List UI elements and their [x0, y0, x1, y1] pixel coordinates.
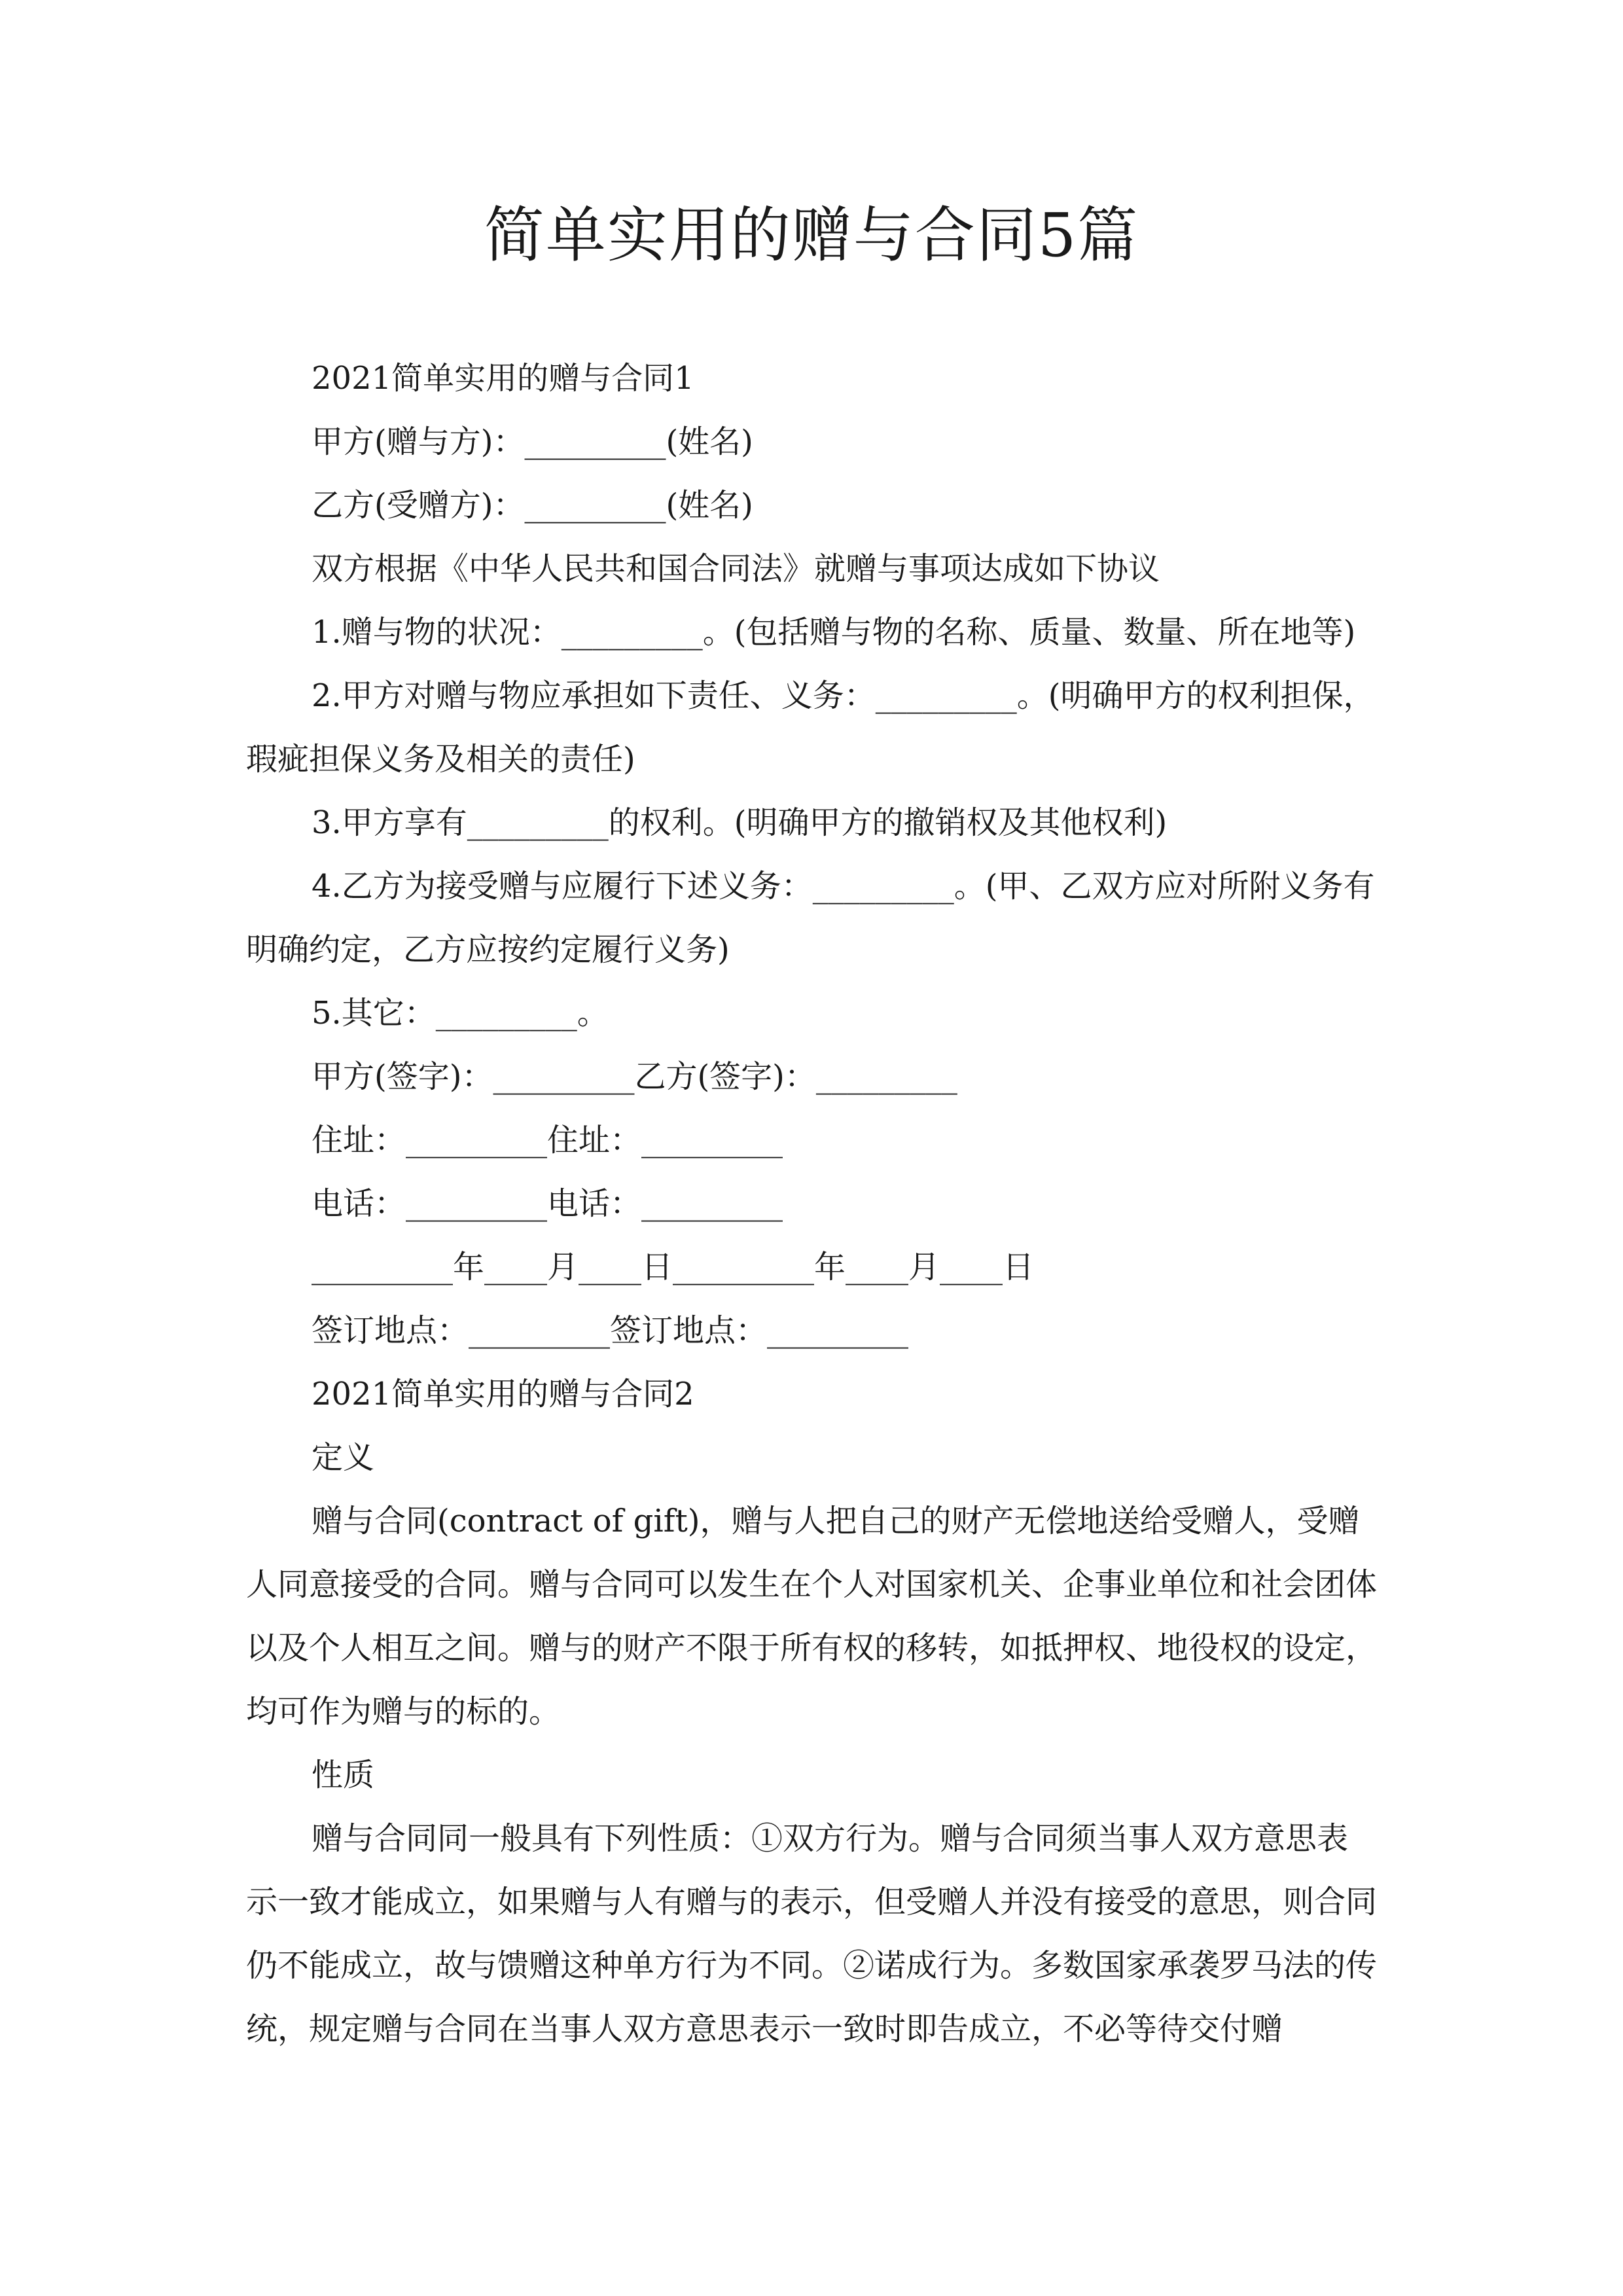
definition-paragraph: 赠与合同(contract of gift)，赠与人把自己的财产无偿地送给受赠人，受赠人同意接受的合同。赠与合同可以发生在个人对国家机关、企事业单位和社会团体以及个人相互之间。赠与的财产不限于所有权的移转，如抵押权、地役权的设定，均可作为赠与的标的。	[246, 1503, 1378, 1730]
section-heading-2: 2021简单实用的赠与合同2	[312, 1376, 694, 1412]
definition-heading: 定义	[312, 1439, 375, 1476]
document-title: 简单实用的赠与合同5篇	[484, 200, 1139, 270]
phone-line: 电话：_________电话：_________	[312, 1185, 783, 1222]
signing-place-line: 签订地点：_________签订地点：_________	[312, 1312, 909, 1349]
party-b-line: 乙方(受赠方)：_________(姓名)	[312, 487, 753, 524]
clause-5: 5.其它：_________。	[312, 995, 609, 1031]
nature-heading: 性质	[312, 1757, 375, 1793]
date-line: _________年____月____日_________年____月____日	[312, 1249, 1035, 1285]
clause-2: 2.甲方对赠与物应承担如下责任、义务：_________。(明确甲方的权利担保，瑕疵担保义务及相关的责任)	[246, 677, 1375, 778]
agreement-intro: 双方根据《中华人民共和国合同法》就赠与事项达成如下协议	[312, 550, 1160, 587]
party-a-line: 甲方(赠与方)：_________(姓名)	[312, 423, 753, 460]
address-line: 住址：_________住址：_________	[312, 1122, 783, 1158]
clause-3: 3.甲方享有_________的权利。(明确甲方的撤销权及其他权利)	[312, 804, 1168, 841]
nature-paragraph: 赠与合同同一般具有下列性质：①双方行为。赠与合同须当事人双方意思表示一致才能成立，如果赠与人有赠与的表示，但受赠人并没有接受的意思，则合同仍不能成立，故与馈赠这种单方行为不同。②诺成行为。多数国家承袭罗马法的传统，规定赠与合同在当事人双方意思表示一致时即告成立，不必等待交付赠	[246, 1820, 1378, 2047]
document-body	[246, 347, 1378, 2061]
section-heading-1: 2021简单实用的赠与合同1	[312, 360, 694, 397]
clause-1: 1.赠与物的状况：_________。(包括赠与物的名称、质量、数量、所在地等)	[312, 614, 1356, 651]
clause-4: 4.乙方为接受赠与应履行下述义务：_________。(甲、乙双方应对所附义务有明确约定，乙方应按约定履行义务)	[246, 868, 1375, 968]
signature-line: 甲方(签字)：_________乙方(签字)：_________	[312, 1058, 957, 1095]
